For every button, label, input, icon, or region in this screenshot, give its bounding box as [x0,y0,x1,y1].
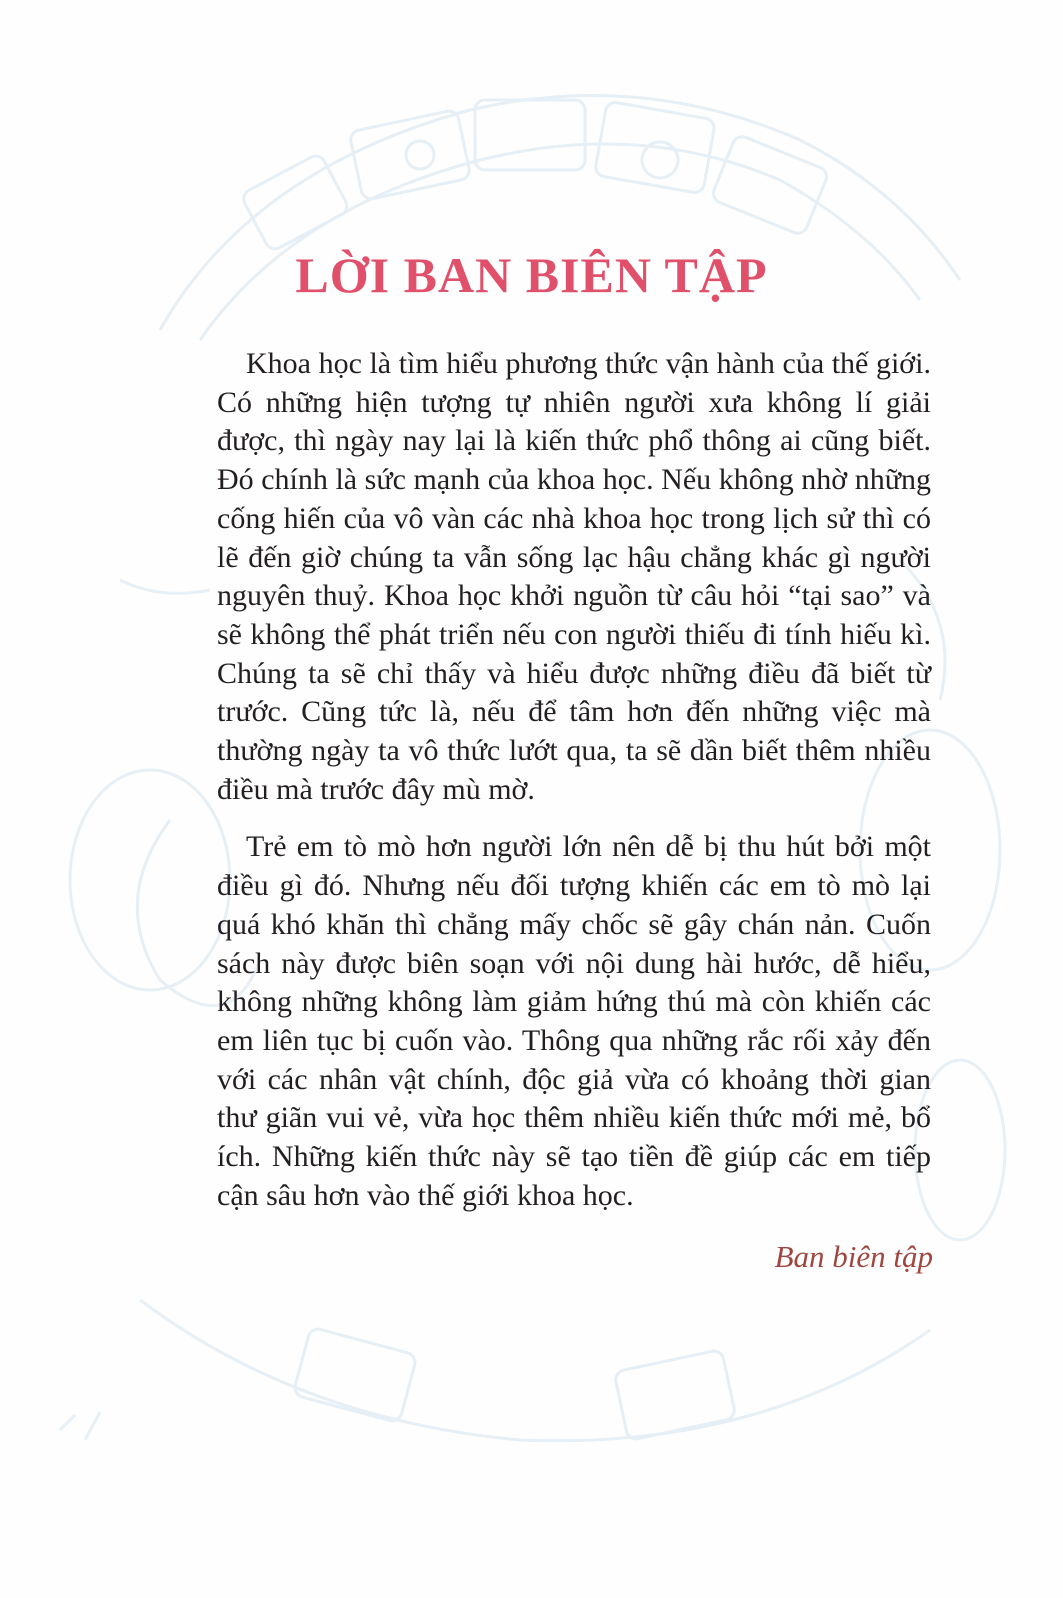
page-title: LỜI BAN BIÊN TẬP [295,247,768,303]
signature: Ban biên tập [774,1239,933,1274]
paragraph-2: Trẻ em tò mò hơn người lớn nên dễ bị thu hút bởi một điều gì đó. Nhưng nếu đối tượng khiến các em tò mò lại quá khó khăn thì chẳng mấy chốc sẽ gây chán nản. Cuốn sách này được biên soạn với nội dung hài hước, dễ hiểu, không những không làm giảm hứng thú mà còn khiến các em liên tục bị cuốn vào. Thông qua những rắc rối xảy đến với các nhân vật chính, độc giả vừa có khoảng thời gian thư giãn vui vẻ, vừa học thêm nhiều kiến thức mới mẻ, bổ ích. Những kiến thức này sẽ tạo tiền đề giúp các em tiếp cận sâu hơn vào thế giới khoa học. [217,830,931,1212]
body-text [217,345,931,1215]
paragraph-1: Khoa học là tìm hiểu phương thức vận hành của thế giới. Có những hiện tượng tự nhiên người xưa không lí giải được, thì ngày nay lại là kiến thức phổ thông ai cũng biết. Đó chính là sức mạnh của khoa học. Nếu không nhờ những cống hiến của vô vàn các nhà khoa học trong lịch sử thì có lẽ đến giờ chúng ta vẫn sống lạc hậu chẳng khác gì người nguyên thuỷ. Khoa học khởi nguồn từ câu hỏi “tại sao” và sẽ không thể phát triển nếu con người thiếu đi tính hiếu kì. Chúng ta sẽ chỉ thấy và hiểu được những điều đã biết từ trước. Cũng tức là, nếu để tâm hơn đến những việc mà thường ngày ta vô thức lướt qua, ta sẽ dần biết thêm nhiều điều mà trước đây mù mờ. [217,347,931,806]
